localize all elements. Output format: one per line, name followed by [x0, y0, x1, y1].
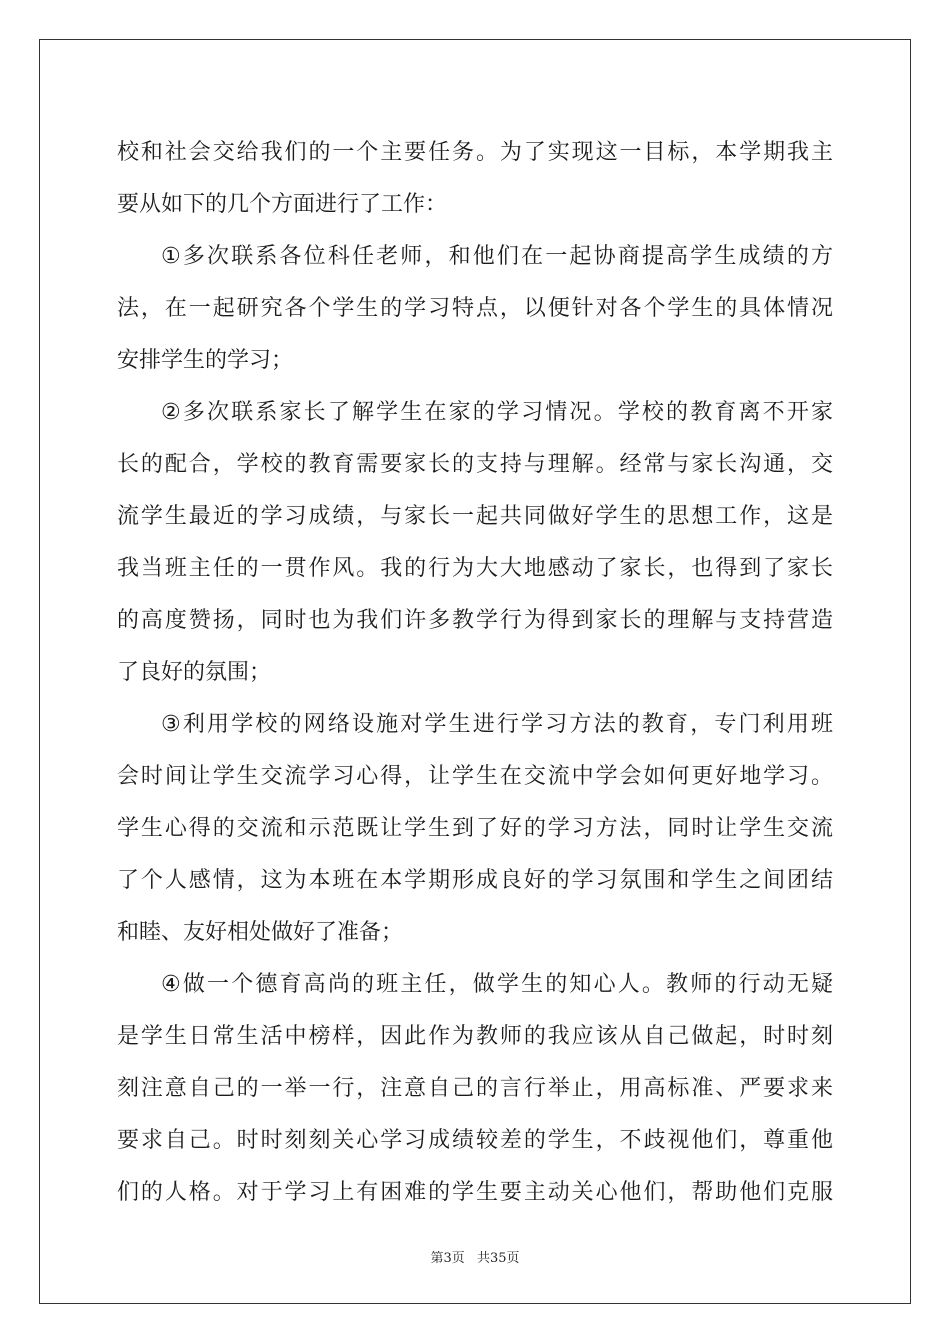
- text-line: 我当班主任的一贯作风。我的行为大大地感动了家长，也得到了家长: [117, 556, 833, 581]
- text-line: 会时间让学生交流学习心得，让学生在交流中学会如何更好地学习。: [117, 764, 833, 789]
- text-line: 安排学生的学习；: [117, 348, 294, 373]
- paragraph-start-line: ③利用学校的网络设施对学生进行学习方法的教育，专门利用班: [161, 712, 833, 737]
- text-line: 了良好的氛围；: [117, 660, 272, 685]
- text-line: 和睦、友好相处做好了准备；: [117, 920, 404, 945]
- text-line: 法，在一起研究各个学生的学习特点，以便针对各个学生的具体情况: [117, 296, 833, 321]
- text-line: 学生心得的交流和示范既让学生到了好的学习方法，同时让学生交流: [117, 816, 833, 841]
- paragraph-start-line: ①多次联系各位科任老师，和他们在一起协商提高学生成绩的方: [161, 244, 833, 269]
- total-pages: 共35页: [476, 1251, 520, 1266]
- text-line: 要求自己。时时刻刻关心学习成绩较差的学生，不歧视他们，尊重他: [117, 1128, 833, 1153]
- text-line: 流学生最近的学习成绩，与家长一起共同做好学生的思想工作，这是: [117, 504, 833, 529]
- paragraph-start-line: ②多次联系家长了解学生在家的学习情况。学校的教育离不开家: [161, 400, 833, 425]
- page-footer: [0, 1247, 950, 1266]
- text-line: 了个人感情，这为本班在本学期形成良好的学习氛围和学生之间团结: [117, 868, 833, 893]
- text-line: 校和社会交给我们的一个主要任务。为了实现这一目标，本学期我主: [117, 140, 833, 165]
- text-line: 刻注意自己的一举一行，注意自己的言行举止，用高标准、严要求来: [117, 1076, 833, 1101]
- document-body: [117, 127, 833, 1219]
- text-line: 要从如下的几个方面进行了工作：: [117, 192, 448, 217]
- text-line: 们的人格。对于学习上有困难的学生要主动关心他们，帮助他们克服: [117, 1180, 833, 1205]
- text-line: 的高度赞扬，同时也为我们许多教学行为得到家长的理解与支持营造: [117, 608, 833, 633]
- paragraph-start-line: ④做一个德育高尚的班主任，做学生的知心人。教师的行动无疑: [161, 972, 833, 997]
- text-line: 是学生日常生活中榜样，因此作为教师的我应该从自己做起，时时刻: [117, 1024, 833, 1049]
- page-number: 第3页: [430, 1251, 465, 1266]
- text-line: 长的配合，学校的教育需要家长的支持与理解。经常与家长沟通，交: [117, 452, 833, 477]
